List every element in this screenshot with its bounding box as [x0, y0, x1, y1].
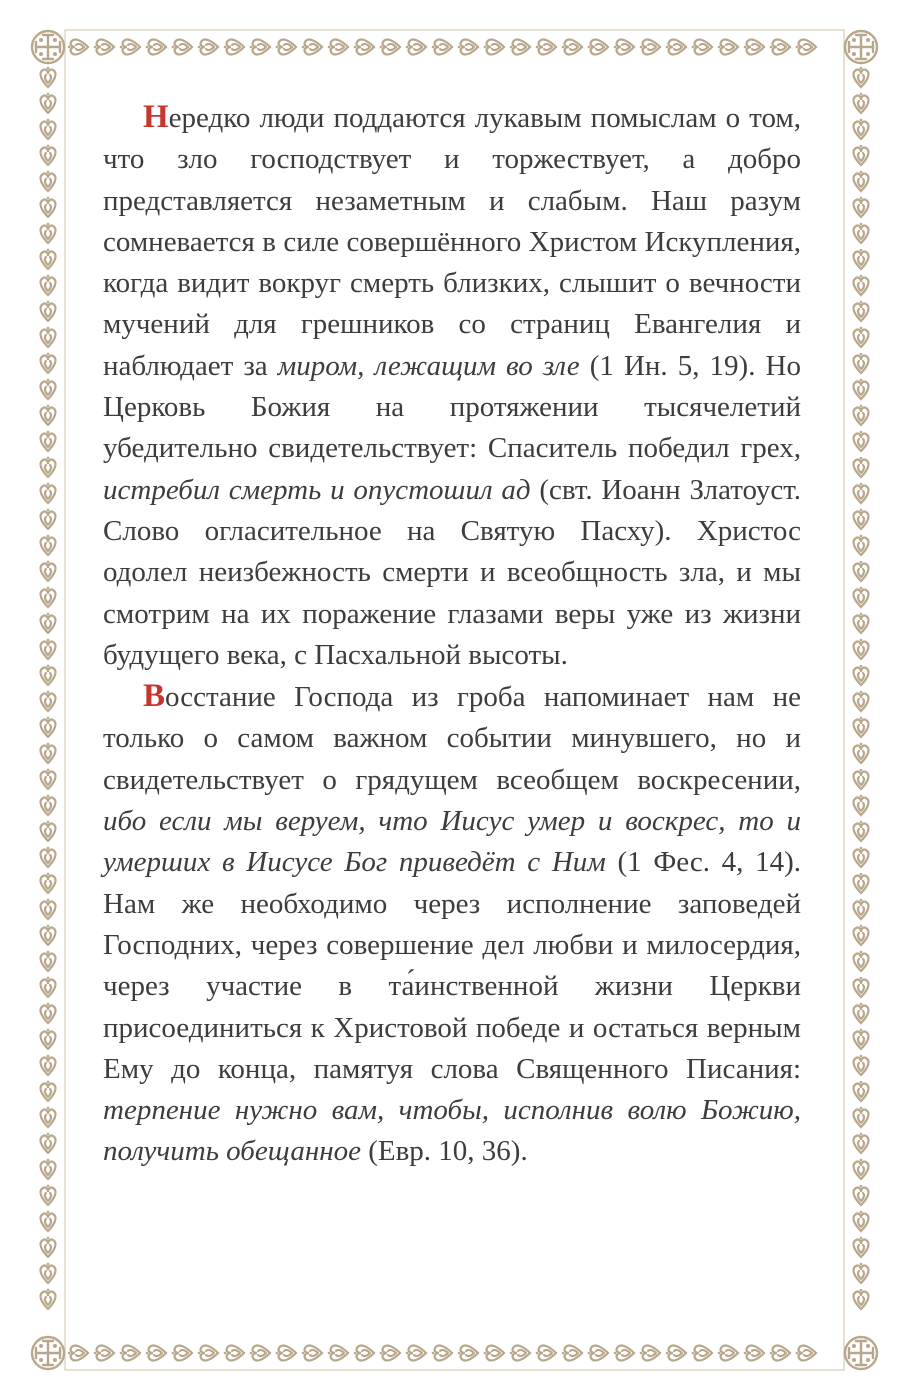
- heart-scroll-icon: [41, 1185, 56, 1205]
- heart-scroll-icon: [854, 353, 869, 373]
- heart-scroll-icon: [41, 509, 56, 529]
- heart-scroll-icon: [854, 457, 869, 477]
- heart-scroll-icon: [41, 665, 56, 685]
- heart-scroll-icon: [68, 1346, 88, 1361]
- heart-scroll-icon: [328, 1346, 348, 1361]
- heart-scroll-icon: [614, 40, 634, 55]
- heart-scroll-icon: [41, 535, 56, 555]
- heart-scroll-icon: [854, 405, 869, 425]
- heart-scroll-icon: [854, 145, 869, 165]
- heart-scroll-icon: [854, 1055, 869, 1075]
- heart-scroll-icon: [41, 1003, 56, 1023]
- heart-scroll-icon: [854, 847, 869, 867]
- heart-scroll-icon: [41, 483, 56, 503]
- heart-scroll-icon: [854, 327, 869, 347]
- heart-scroll-icon: [458, 40, 478, 55]
- heart-scroll-icon: [41, 1055, 56, 1075]
- heart-scroll-icon: [172, 1346, 192, 1361]
- heart-scroll-icon: [854, 951, 869, 971]
- heart-scroll-icon: [41, 717, 56, 737]
- heart-scroll-icon: [41, 1107, 56, 1127]
- heart-scroll-icon: [854, 509, 869, 529]
- heart-scroll-icon: [406, 40, 426, 55]
- heart-scroll-icon: [854, 93, 869, 113]
- body-text: осстание Господа из гроба напоминает нам не только о самом важном событии минувшего, но и свидетельствует о грядущем всеобщем воскресении,: [103, 681, 801, 796]
- heart-scroll-icon: [41, 223, 56, 243]
- heart-scroll-icon: [854, 1159, 869, 1179]
- heart-scroll-icon: [854, 977, 869, 997]
- heart-scroll-icon: [854, 613, 869, 633]
- quote-text: терпение нужно вам, чтобы, исполнив волю Божию, получить обещанное: [103, 1094, 801, 1168]
- heart-scroll-icon: [41, 561, 56, 581]
- quote-text: ибо если мы веруем, что Иисус умер и воскрес, то и умерших в Иисусе Бог приведёт с Ним: [103, 805, 801, 879]
- body-text: (1 Фес. 4, 14). Нам же необходимо через исполнение заповедей Господних, через совершение дел любви и милосердия, через участие в та́инственной жизни Церкви присоединиться к Христовой победе и остаться верным Ему до конца, памятуя слова Священного Писания:: [103, 846, 801, 1085]
- heart-scroll-icon: [854, 717, 869, 737]
- heart-scroll-icon: [614, 1346, 634, 1361]
- heart-scroll-icon: [854, 223, 869, 243]
- body-text: ередко люди поддаются лукавым помыслам о том, что зло господствует и торжествует, а добро представляется незаметным и слабым. Наш разум сомневается в силе совершённого Христом Искупления, когда видит вокруг смерть близких, слышит о вечности мучений для грешников со страниц Евангелия и наблюдает за: [103, 102, 801, 382]
- heart-scroll-icon: [692, 40, 712, 55]
- heart-scroll-icon: [41, 1133, 56, 1153]
- paragraph-2: [103, 676, 801, 1173]
- heart-scroll-icon: [41, 1159, 56, 1179]
- cross-ornament-icon: [32, 1337, 64, 1369]
- heart-scroll-icon: [172, 40, 192, 55]
- heart-scroll-icon: [41, 405, 56, 425]
- heart-scroll-icon: [224, 1346, 244, 1361]
- heart-scroll-icon: [41, 795, 56, 815]
- heart-scroll-icon: [41, 1237, 56, 1257]
- heart-scroll-icon: [692, 1346, 712, 1361]
- heart-scroll-icon: [796, 40, 816, 55]
- heart-scroll-icon: [120, 1346, 140, 1361]
- heart-scroll-icon: [640, 40, 660, 55]
- heart-scroll-icon: [41, 93, 56, 113]
- heart-scroll-icon: [41, 587, 56, 607]
- heart-scroll-icon: [224, 40, 244, 55]
- heart-scroll-icon: [68, 40, 88, 55]
- heart-scroll-icon: [854, 795, 869, 815]
- heart-scroll-icon: [854, 1185, 869, 1205]
- heart-scroll-icon: [354, 40, 374, 55]
- heart-scroll-icon: [41, 1029, 56, 1049]
- heart-scroll-icon: [120, 40, 140, 55]
- heart-scroll-icon: [854, 1263, 869, 1283]
- heart-scroll-icon: [250, 1346, 270, 1361]
- heart-scroll-icon: [854, 249, 869, 269]
- heart-scroll-icon: [41, 327, 56, 347]
- heart-scroll-icon: [854, 639, 869, 659]
- heart-scroll-icon: [354, 1346, 374, 1361]
- heart-scroll-icon: [146, 1346, 166, 1361]
- heart-scroll-icon: [854, 769, 869, 789]
- heart-scroll-icon: [41, 431, 56, 451]
- heart-scroll-icon: [41, 1081, 56, 1101]
- heart-scroll-icon: [41, 119, 56, 139]
- heart-scroll-icon: [562, 1346, 582, 1361]
- heart-scroll-icon: [432, 1346, 452, 1361]
- heart-scroll-icon: [41, 249, 56, 269]
- heart-scroll-icon: [854, 1107, 869, 1127]
- heart-scroll-icon: [640, 1346, 660, 1361]
- heart-scroll-icon: [41, 379, 56, 399]
- heart-scroll-icon: [198, 1346, 218, 1361]
- heart-scroll-icon: [770, 40, 790, 55]
- heart-scroll-icon: [510, 1346, 530, 1361]
- heart-scroll-icon: [484, 1346, 504, 1361]
- cross-ornament-icon: [32, 31, 64, 63]
- heart-scroll-icon: [854, 67, 869, 87]
- heart-scroll-icon: [41, 1263, 56, 1283]
- heart-scroll-icon: [380, 40, 400, 55]
- heart-scroll-icon: [41, 821, 56, 841]
- heart-scroll-icon: [854, 1003, 869, 1023]
- heart-scroll-icon: [41, 275, 56, 295]
- heart-scroll-icon: [276, 40, 296, 55]
- heart-scroll-icon: [854, 301, 869, 321]
- heart-scroll-icon: [41, 951, 56, 971]
- paragraph-1: [103, 97, 801, 676]
- heart-scroll-icon: [41, 639, 56, 659]
- heart-scroll-icon: [41, 899, 56, 919]
- heart-scroll-icon: [510, 40, 530, 55]
- quote-text: миром, лежащим во зле: [277, 349, 580, 382]
- heart-scroll-icon: [854, 1211, 869, 1231]
- heart-scroll-icon: [744, 1346, 764, 1361]
- heart-scroll-icon: [41, 769, 56, 789]
- heart-scroll-icon: [41, 1211, 56, 1231]
- drop-initial: Н: [143, 99, 169, 135]
- cross-ornament-icon: [845, 31, 877, 63]
- heart-scroll-icon: [854, 925, 869, 945]
- heart-scroll-icon: [854, 483, 869, 503]
- heart-scroll-icon: [302, 40, 322, 55]
- heart-scroll-icon: [276, 1346, 296, 1361]
- heart-scroll-icon: [854, 1133, 869, 1153]
- heart-scroll-icon: [41, 743, 56, 763]
- heart-scroll-icon: [562, 40, 582, 55]
- cross-ornament-icon: [845, 1337, 877, 1369]
- heart-scroll-icon: [41, 691, 56, 711]
- heart-scroll-icon: [854, 171, 869, 191]
- heart-scroll-icon: [666, 1346, 686, 1361]
- heart-scroll-icon: [302, 1346, 322, 1361]
- heart-scroll-icon: [432, 40, 452, 55]
- heart-scroll-icon: [744, 40, 764, 55]
- heart-scroll-icon: [854, 1237, 869, 1257]
- heart-scroll-icon: [854, 431, 869, 451]
- body-text: (свт. Иоанн Златоуст. Слово огласительное на Святую Пасху). Христос одолел неизбежность смерти и всеобщность зла, и мы смотрим на их поражение глазами веры уже из жизни будущего века, с Пасхальной высоты.: [103, 473, 802, 671]
- heart-scroll-icon: [854, 379, 869, 399]
- heart-scroll-icon: [854, 899, 869, 919]
- heart-scroll-icon: [536, 1346, 556, 1361]
- heart-scroll-icon: [854, 561, 869, 581]
- heart-scroll-icon: [854, 197, 869, 217]
- heart-scroll-icon: [41, 67, 56, 87]
- body-text: (1 Ин. 5, 19). Но Церковь Божия на протяжении тысячелетий убедительно свидетельствует: Спаситель победил грех,: [103, 349, 801, 465]
- heart-scroll-icon: [854, 821, 869, 841]
- heart-scroll-icon: [198, 40, 218, 55]
- heart-scroll-icon: [854, 587, 869, 607]
- heart-scroll-icon: [854, 1289, 869, 1309]
- heart-scroll-icon: [41, 171, 56, 191]
- heart-scroll-icon: [854, 1029, 869, 1049]
- heart-scroll-icon: [41, 301, 56, 321]
- heart-scroll-icon: [94, 40, 114, 55]
- heart-scroll-icon: [854, 691, 869, 711]
- heart-scroll-icon: [854, 743, 869, 763]
- heart-scroll-icon: [41, 613, 56, 633]
- heart-scroll-icon: [854, 275, 869, 295]
- heart-scroll-icon: [41, 847, 56, 867]
- heart-scroll-icon: [854, 119, 869, 139]
- heart-scroll-icon: [94, 1346, 114, 1361]
- heart-scroll-icon: [41, 197, 56, 217]
- heart-scroll-icon: [406, 1346, 426, 1361]
- heart-scroll-icon: [854, 1081, 869, 1101]
- heart-scroll-icon: [718, 40, 738, 55]
- heart-scroll-icon: [854, 873, 869, 893]
- heart-scroll-icon: [718, 1346, 738, 1361]
- heart-scroll-icon: [854, 665, 869, 685]
- heart-scroll-icon: [380, 1346, 400, 1361]
- heart-scroll-icon: [458, 1346, 478, 1361]
- heart-scroll-icon: [484, 40, 504, 55]
- heart-scroll-icon: [41, 925, 56, 945]
- drop-initial: В: [143, 678, 166, 715]
- heart-scroll-icon: [250, 40, 270, 55]
- heart-scroll-icon: [588, 1346, 608, 1361]
- heart-scroll-icon: [588, 40, 608, 55]
- body-text: (Евр. 10, 36).: [360, 1135, 528, 1168]
- heart-scroll-icon: [770, 1346, 790, 1361]
- heart-scroll-icon: [666, 40, 686, 55]
- heart-scroll-icon: [796, 1346, 816, 1361]
- quote-text: истребил смерть и опустошил ад: [103, 473, 531, 506]
- heart-scroll-icon: [328, 40, 348, 55]
- heart-scroll-icon: [41, 1289, 56, 1309]
- heart-scroll-icon: [146, 40, 166, 55]
- heart-scroll-icon: [41, 457, 56, 477]
- main-text: [103, 97, 801, 1173]
- heart-scroll-icon: [41, 977, 56, 997]
- heart-scroll-icon: [41, 145, 56, 165]
- heart-scroll-icon: [854, 535, 869, 555]
- heart-scroll-icon: [536, 40, 556, 55]
- heart-scroll-icon: [41, 873, 56, 893]
- heart-scroll-icon: [41, 353, 56, 373]
